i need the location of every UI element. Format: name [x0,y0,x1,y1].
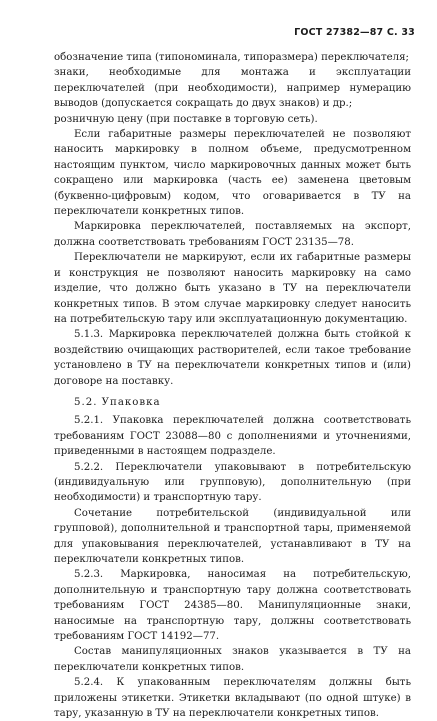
paragraph-mounting-signs: знаки, необходимые для монтажа и эксплуатации переключателей (при необходимости), например нумерацию выводов (допускается сокращать до двух знаков) и др.; [54,67,411,110]
page-header: ГОСТ 27382—87 С. 33 [294,27,415,38]
paragraph-5-2-3: 5.2.3. Маркировка, наносимая на потребительскую, дополнительную и транспортную тару должна соответствовать требованиям ГОСТ 24385—80. Манипуляционные знаки, наносимые на транспортную тару, должны соответствовать требованиям ГОСТ 14192—77. [54,569,411,643]
paragraph-packaging-combination: Сочетание потребительской (индивидуальной или групповой), дополнительной и транспортной тары, применяемой для упаковывания переключателей, устанавливают в ТУ на переключатели конкретных типов. [54,507,411,565]
paragraph-5-1-3: 5.1.3. Маркировка переключателей должна быть стойкой к воздействию очищающих растворителей, если такое требование установлено в ТУ на переключатели конкретных типов и (или) договоре на поставку. [54,329,411,387]
paragraph-size-limitation: Если габаритные размеры переключателей не позволяют наносить маркировку в полном объеме, предусмотренном настоящим пунктом, число маркировочных данных может быть сокращено или маркировка (часть ее) заменена цветовым (буквенно-цифровым) кодом, что оговаривается в ТУ на переключатели конкретных типов. [54,129,411,218]
document-body [54,50,411,721]
paragraph-export-marking: Маркировка переключателей, поставляемых на экспорт, должна соответствовать требованиям ГОСТ 23135—78. [54,221,411,248]
paragraph-5-2-1: 5.2.1. Упаковка переключателей должна соответствовать требованиям ГОСТ 23088—80 с дополнениями и уточнениями, приведенными в настоящем подразделе. [54,415,411,458]
paragraph-handling-signs: Состав манипуляционных знаков указывается в ТУ на переключатели конкретных типов. [54,646,411,673]
paragraph-no-marking: Переключатели не маркируют, если их габаритные размеры и конструкция не позволяют наносить маркировку на само изделие, что должно быть указано в ТУ на переключатели конкретных типов. В этом случае маркировку следует наносить на потребительскую тару или эксплуатационную документацию. [54,252,411,325]
paragraph-type-designation: обозначение типа (типономинала, типоразмера) переключателя; [54,52,409,63]
section-heading-packaging: 5.2. Упаковка [74,396,161,408]
paragraph-5-2-4: 5.2.4. К упакованным переключателям должны быть приложены этикетки. Этикетки вкладывают (по одной штуке) в тару, указанную в ТУ на переключатели конкретных типов. [54,677,411,720]
paragraph-5-2-2: 5.2.2. Переключатели упаковывают в потребительскую (индивидуальную или групповую), дополнительную (при необходимости) и транспортную тару. [54,461,411,504]
paragraph-retail-price: розничную цену (при поставке в торговую сеть). [54,113,318,125]
